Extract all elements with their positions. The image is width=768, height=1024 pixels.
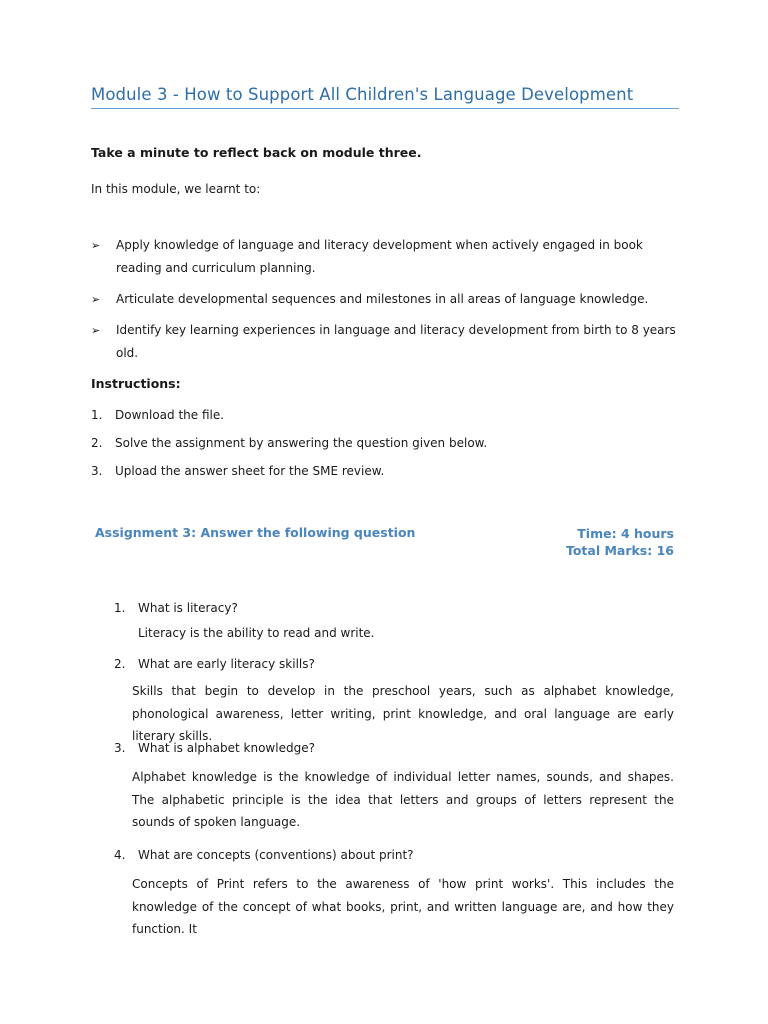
question-block bbox=[114, 654, 674, 748]
question bbox=[114, 598, 674, 618]
step-text: Solve the assignment by answering the question given below. bbox=[115, 436, 488, 450]
question-text: What are concepts (conventions) about print? bbox=[138, 848, 414, 862]
learnt-intro: In this module, we learnt to: bbox=[91, 182, 261, 196]
assignment-heading: Assignment 3: Answer the following question bbox=[95, 525, 416, 540]
list-item bbox=[91, 405, 487, 433]
arrow-bullet-icon: ➢ bbox=[91, 324, 101, 337]
question-number: 2. bbox=[114, 657, 126, 671]
step-text: Upload the answer sheet for the SME review. bbox=[115, 464, 385, 478]
step-number: 2. bbox=[91, 436, 103, 450]
reflect-prompt: Take a minute to reflect back on module three. bbox=[91, 145, 422, 160]
question-block bbox=[114, 598, 674, 645]
step-number: 1. bbox=[91, 408, 103, 422]
bullet-text: Articulate developmental sequences and milestones in all areas of language knowledge. bbox=[116, 292, 649, 306]
instructions-heading: Instructions: bbox=[91, 376, 181, 391]
step-text: Download the file. bbox=[115, 408, 225, 422]
total-marks-label: Total Marks: 16 bbox=[565, 543, 674, 558]
assignment-meta bbox=[566, 525, 674, 559]
question-text: What is literacy? bbox=[138, 601, 238, 615]
list-item bbox=[91, 234, 691, 280]
list-item bbox=[91, 288, 691, 311]
step-number: 3. bbox=[91, 464, 103, 478]
bullet-text: Apply knowledge of language and literacy development when actively engaged in book reading and curriculum planning. bbox=[116, 238, 643, 275]
question-block bbox=[114, 738, 674, 834]
list-item bbox=[91, 433, 487, 461]
module-title: Module 3 - How to Support All Children's Language Development bbox=[91, 85, 679, 109]
answer-text: Literacy is the ability to read and write. bbox=[138, 626, 375, 640]
list-item bbox=[91, 461, 487, 489]
question bbox=[114, 654, 674, 674]
question bbox=[114, 845, 674, 865]
question-text: What is alphabet knowledge? bbox=[138, 741, 315, 755]
bullet-text: Identify key learning experiences in language and literacy development from birth to 8 years old. bbox=[116, 323, 676, 360]
arrow-bullet-icon: ➢ bbox=[91, 239, 101, 252]
instructions-list bbox=[91, 405, 487, 489]
list-item bbox=[91, 319, 691, 365]
question-text: What are early literacy skills? bbox=[138, 657, 315, 671]
learning-outcomes-list bbox=[91, 234, 691, 373]
question-block bbox=[114, 845, 674, 941]
answer-text: Skills that begin to develop in the preschool years, such as alphabet knowledge, phonological awareness, letter writing, print knowledge, and oral language are early literary skills. bbox=[132, 684, 674, 743]
arrow-bullet-icon: ➢ bbox=[91, 293, 101, 306]
question-number: 3. bbox=[114, 741, 126, 755]
answer-text: Alphabet knowledge is the knowledge of individual letter names, sounds, and shapes. The alphabetic principle is the idea that letters and groups of letters represent the sounds of spoken language. bbox=[132, 770, 674, 829]
answer-text: Concepts of Print refers to the awareness of 'how print works'. This includes the knowledge of the concept of what books, print, and written language are, and how they function. It bbox=[132, 877, 674, 936]
time-label: Time: 4 hours bbox=[577, 526, 674, 541]
question-number: 4. bbox=[114, 848, 126, 862]
question bbox=[114, 738, 674, 758]
question-number: 1. bbox=[114, 601, 126, 615]
